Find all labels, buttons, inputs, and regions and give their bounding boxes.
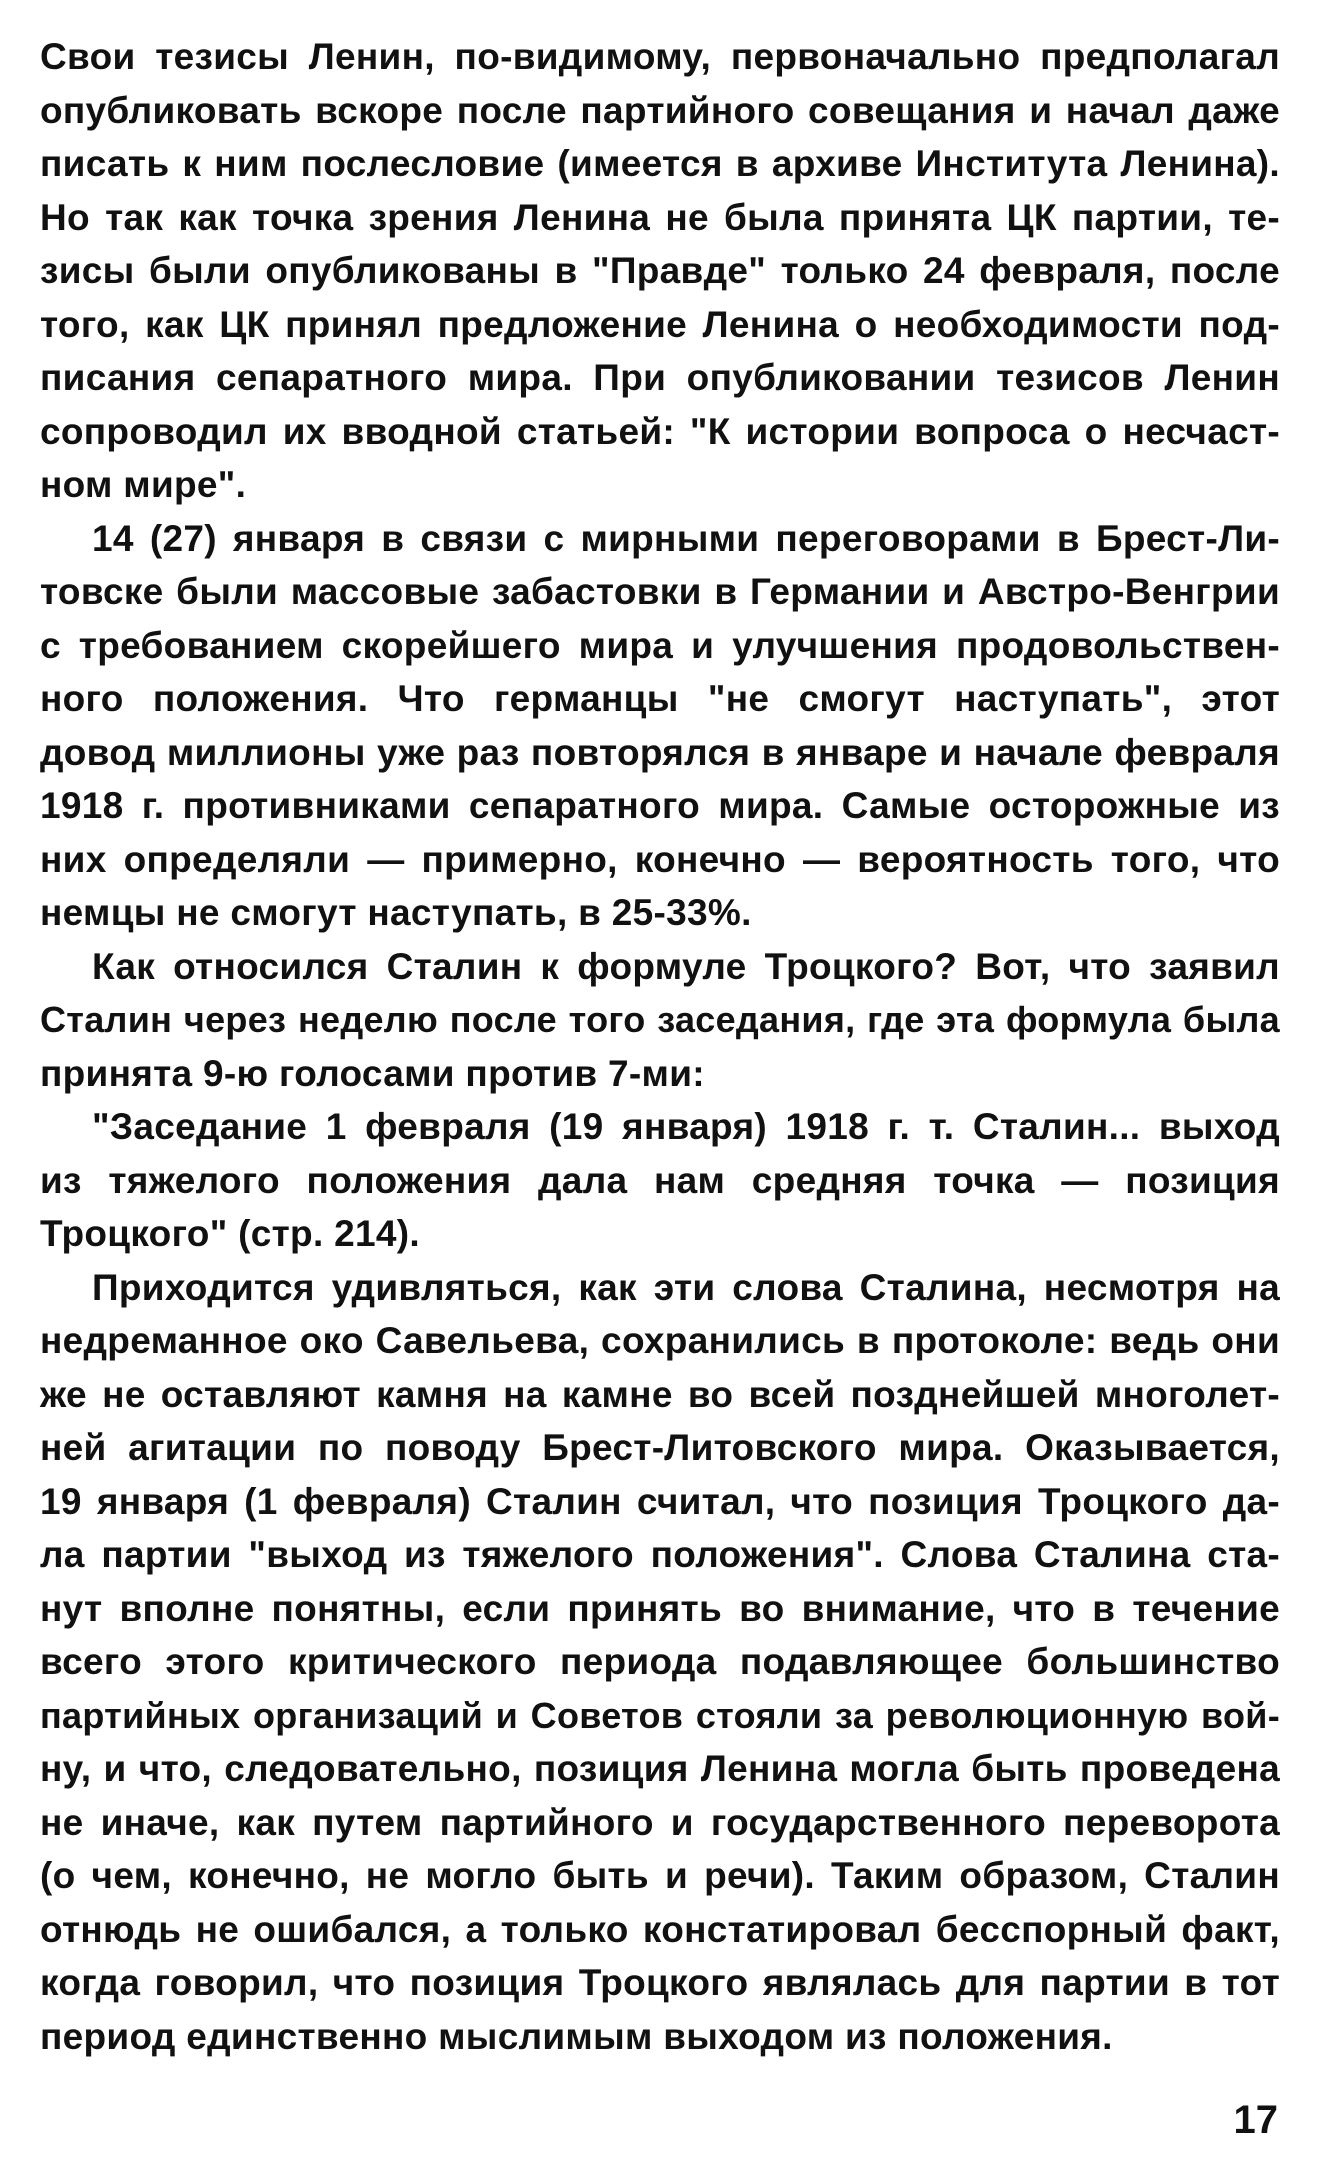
text-line: них определяли — примерно, конечно — вероятность того, что (40, 838, 1280, 880)
text-line: ла партии "выход из тяжелого положения". Слова Сталина ста- (40, 1534, 1280, 1575)
text-line: сопроводил их вводной статьей: "К истории вопроса о несчаст- (40, 410, 1280, 452)
text-line: довод миллионы уже раз повторялся в январе и начале февраля (40, 731, 1280, 773)
text-line: Как относился Сталин к формуле Троцкого? Вот, что заявил (92, 945, 1280, 987)
text-line: 14 (27) января в связи с мирными переговорами в Брест-Ли- (92, 517, 1280, 559)
paragraph-2 (40, 512, 1280, 940)
text-line: ней агитации по поводу Брест-Литовского мира. Оказывается, (40, 1427, 1280, 1468)
text-line: Но так как точка зрения Ленина не была принята ЦК партии, те- (40, 196, 1280, 238)
text-line: нут вполне понятны, если принять во внимание, что в течение (40, 1587, 1280, 1629)
text-line: недреманное око Савельева, сохранились в протоколе: ведь они (40, 1320, 1280, 1361)
text-line: ну, и что, следовательно, позиция Ленина могла быть проведена (40, 1748, 1280, 1789)
text-line: не иначе, как путем партийного и государственного переворота (40, 1801, 1280, 1843)
quotation (40, 1100, 1280, 1261)
text-line: ном мире". (40, 464, 247, 505)
text-line: Приходится удивляться, как эти слова Сталина, несмотря на (92, 1266, 1280, 1308)
text-line: партийных организаций и Советов стояли за революционную вой- (40, 1694, 1280, 1736)
text-line: "Заседание 1 февраля (19 января) 1918 г. т. Сталин... выход (92, 1106, 1280, 1147)
paragraph-3 (40, 940, 1280, 1101)
text-line: немцы не смогут наступать, в 25-33%. (40, 892, 752, 933)
text-line: отнюдь не ошибался, а только констатировал бесспорный факт, (40, 1908, 1280, 1950)
text-line: 19 января (1 февраля) Сталин считал, что позиция Троцкого да- (40, 1480, 1280, 1522)
text-line: период единственно мыслимым выходом из положения. (40, 2015, 1113, 2057)
text-line: всего этого критического периода подавляющее большинство (40, 1641, 1280, 1682)
text-line: когда говорил, что позиция Троцкого являлась для партии в тот (40, 1962, 1280, 2003)
text-line: того, как ЦК принял предложение Ленина о необходимости под- (40, 303, 1280, 345)
text-line: принята 9-ю голосами против 7-ми: (40, 1052, 705, 1094)
paragraph-5 (40, 1261, 1280, 2064)
text-line: Троцкого" (стр. 214). (40, 1213, 420, 1254)
text-line: с требованием скорейшего мира и улучшения продовольствен- (40, 624, 1280, 666)
text-line: опубликовать вскоре после партийного совещания и начал даже (40, 89, 1280, 131)
page-number: 17 (1233, 2098, 1278, 2142)
text-line: товске были массовые забастовки в Германии и Австро-Венгрии (40, 571, 1280, 612)
text-line: (о чем, конечно, не могло быть и речи). Таким образом, Сталин (40, 1855, 1280, 1896)
text-line: из тяжелого положения дала нам средняя точка — позиция (40, 1159, 1280, 1201)
text-line: ного положения. Что германцы "не смогут наступать", этот (40, 678, 1280, 719)
text-line: зисы были опубликованы в "Правде" только 24 февраля, после (40, 250, 1280, 291)
body-text (40, 30, 1280, 2063)
text-line: писать к ним послесловие (имеется в архиве Института Ленина). (40, 143, 1280, 184)
paragraph-1 (40, 30, 1280, 512)
text-line: Свои тезисы Ленин, по-видимому, первоначально предполагал (40, 36, 1280, 77)
text-line: писания сепаратного мира. При опубликовании тезисов Ленин (40, 357, 1280, 398)
text-line: Сталин через неделю после того заседания, где эта формула была (40, 999, 1280, 1040)
text-line: 1918 г. противниками сепаратного мира. Самые осторожные из (40, 785, 1280, 826)
text-line: же не оставляют камня на камне во всей позднейшей многолет- (40, 1373, 1280, 1415)
